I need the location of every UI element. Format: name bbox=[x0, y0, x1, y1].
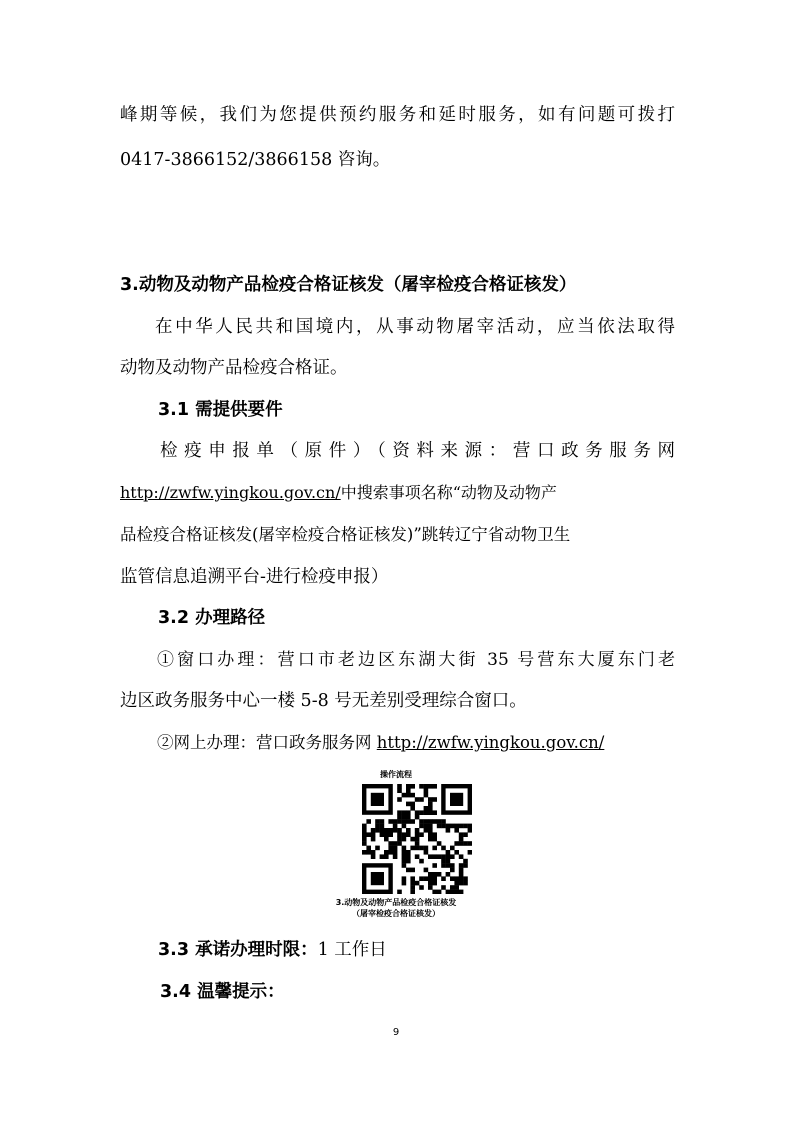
paragraph-line bbox=[120, 524, 570, 546]
text: 中搜索事项名称“动物及动物产 bbox=[340, 483, 557, 502]
section-heading-3 bbox=[120, 274, 576, 296]
text: 在中华人民共和国境内，从事动物屠宰活动，应当依法取得 bbox=[155, 317, 675, 337]
website-link[interactable]: http://zwfw.yingkou.gov.cn/ bbox=[120, 483, 341, 502]
text: 边区政务服务中心一楼 5-8 号无差别受理综合窗口。 bbox=[120, 691, 527, 711]
text: 品检疫合格证核发(屠宰检疫合格证核发)”跳转辽宁省动物卫生 bbox=[120, 525, 571, 544]
paragraph-line bbox=[120, 482, 557, 504]
text: 动物及动物产品检疫合格证。 bbox=[120, 358, 348, 378]
text: 监管信息追溯平台-进行检疫申报） bbox=[120, 567, 389, 587]
paragraph-line bbox=[120, 149, 390, 171]
paragraph-line bbox=[120, 566, 388, 588]
text: 检疫申报单（原件）（资料来源：营口政务服务网 bbox=[160, 441, 675, 461]
heading-text: 3.动物及动物产品检疫合格证核发（屠宰检疫合格证核发） bbox=[120, 275, 577, 295]
paragraph-line bbox=[120, 104, 675, 126]
qr-caption bbox=[316, 897, 476, 919]
text: ②网上办理：营口政务服务网 bbox=[157, 733, 377, 752]
subsection-heading-3-1 bbox=[158, 399, 283, 421]
paragraph-line bbox=[157, 649, 675, 671]
heading-text: 3.2 办理路径 bbox=[158, 608, 266, 628]
text: ①窗口办理：营口市老边区东湖大街 35 号营东大厦东门老 bbox=[157, 650, 675, 670]
website-link[interactable]: http://zwfw.yingkou.gov.cn/ bbox=[376, 733, 605, 752]
heading-text: 3.1 需提供要件 bbox=[158, 400, 283, 420]
time-limit-value: 1 工作日 bbox=[317, 940, 387, 960]
subsection-heading-3-2 bbox=[158, 607, 265, 629]
qr-caption-line: （屠宰检疫合格证核发） bbox=[352, 909, 440, 918]
phone-text: 0417-3866152/3866158 咨询。 bbox=[120, 150, 391, 170]
qr-caption-line: 3.动物及动物产品检疫合格证核发 bbox=[335, 898, 457, 907]
paragraph-line bbox=[120, 690, 527, 712]
qr-code-icon bbox=[362, 784, 472, 894]
page-number: 9 bbox=[392, 1027, 400, 1038]
qr-code[interactable] bbox=[362, 784, 472, 894]
heading-text: 3.4 温馨提示： bbox=[160, 982, 285, 1002]
subsection-heading-3-3 bbox=[158, 939, 387, 961]
text: 峰期等候，我们为您提供预约服务和延时服务，如有问题可拨打 bbox=[120, 105, 675, 125]
paragraph-line bbox=[155, 316, 675, 338]
paragraph-line bbox=[157, 732, 604, 754]
subsection-heading-3-4 bbox=[160, 981, 285, 1003]
qr-title: 操作流程 bbox=[380, 770, 412, 779]
heading-text: 3.3 承诺办理时限： bbox=[158, 940, 318, 960]
paragraph-line bbox=[160, 440, 675, 462]
paragraph-line bbox=[120, 357, 348, 379]
